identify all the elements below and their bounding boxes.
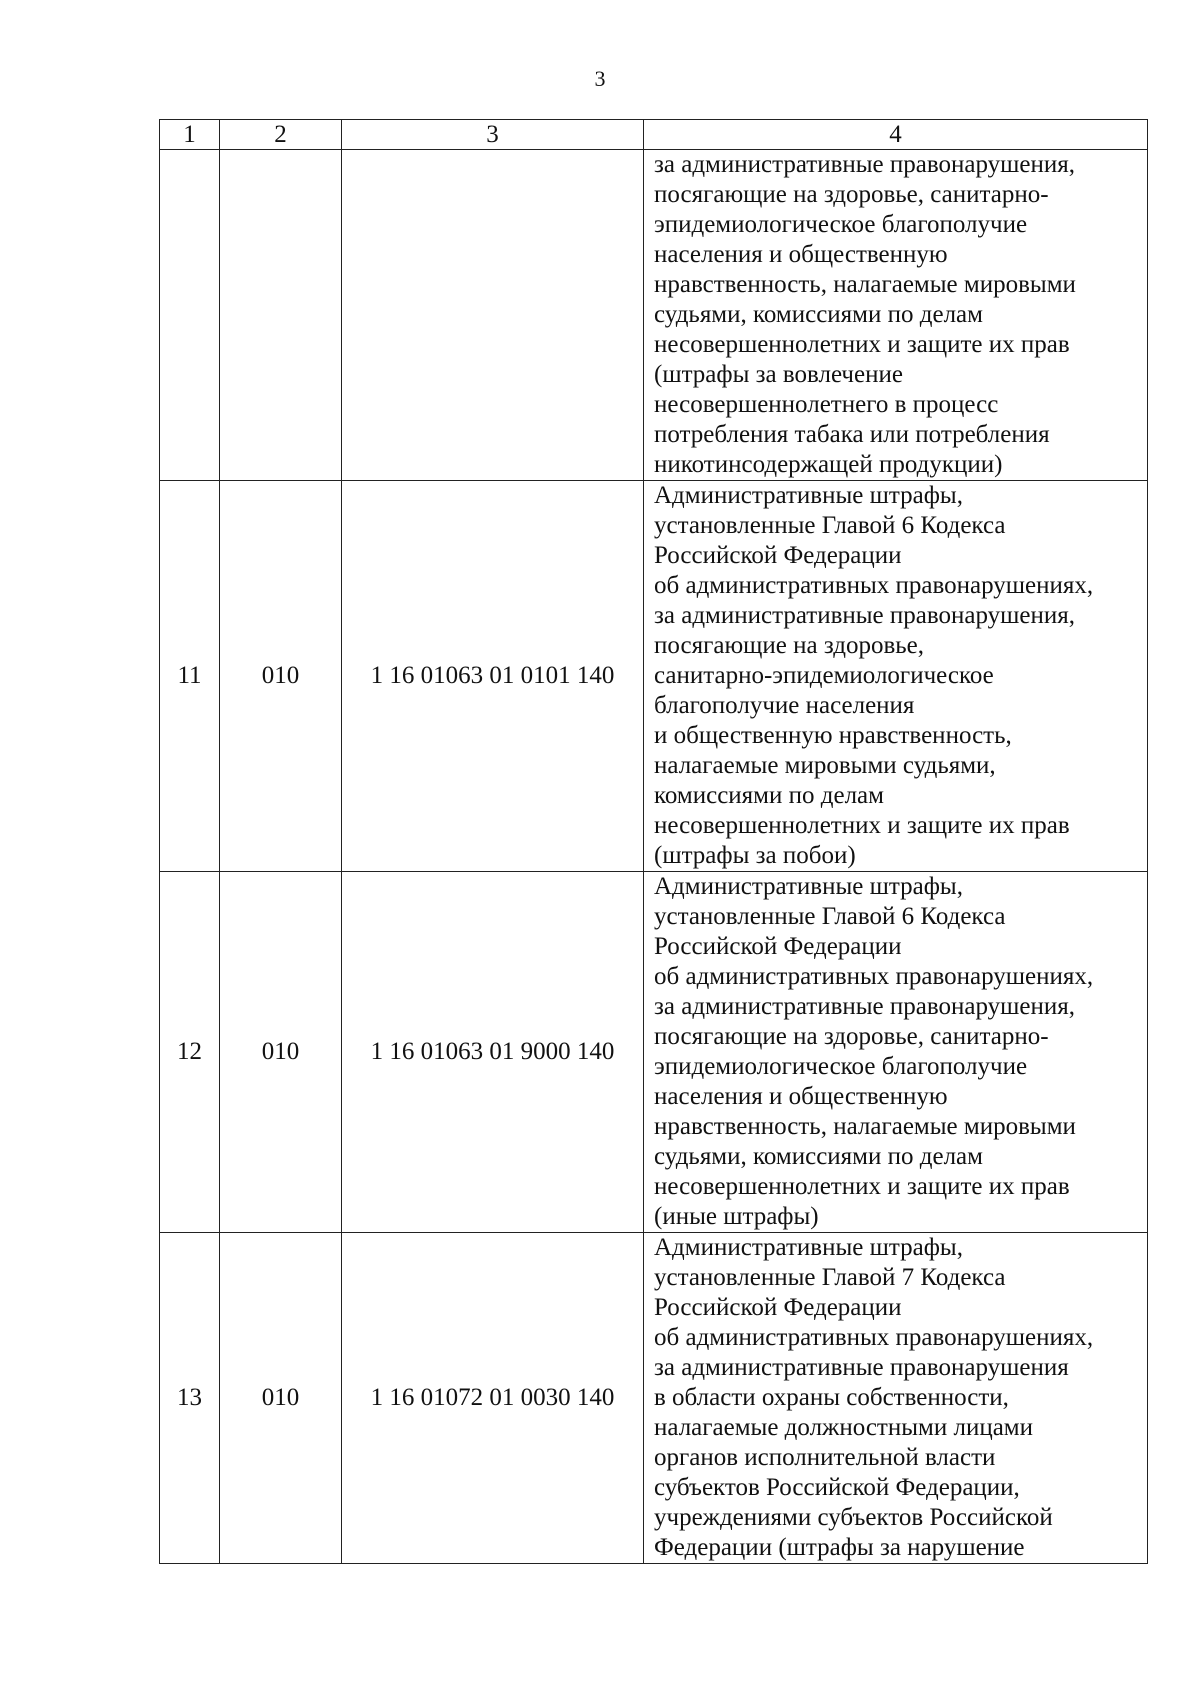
- description-line: налагаемые должностными лицами: [654, 1414, 1033, 1441]
- description-line: санитарно-эпидемиологическое: [654, 662, 994, 689]
- table-row: [160, 1233, 1148, 1564]
- table-header-row: [160, 120, 1148, 150]
- description-line: органов исполнительной власти: [654, 1444, 996, 1471]
- row-number: 12: [160, 872, 220, 1233]
- description-line: потребления табака или потребления: [654, 421, 1050, 448]
- description-line: (штрафы за побои): [654, 842, 856, 869]
- description-line: населения и общественную: [654, 1083, 948, 1110]
- page-number: 3: [594, 66, 606, 91]
- budget-classification-code: 1 16 01072 01 0030 140: [342, 1233, 644, 1564]
- table-row: [160, 872, 1148, 1233]
- description-line: эпидемиологическое благополучие: [654, 1053, 1028, 1080]
- description-line: за административные правонарушения: [654, 1354, 1069, 1381]
- description-line: за административные правонарушения,: [654, 151, 1076, 178]
- budget-codes-table: [159, 119, 1148, 1564]
- header-col-3: 3: [342, 120, 644, 150]
- description-line: комиссиями по делам: [654, 782, 884, 809]
- budget-classification-code: 1 16 01063 01 9000 140: [342, 872, 644, 1233]
- description-line: Российской Федерации: [654, 1294, 902, 1321]
- description-line: (штрафы за вовлечение: [654, 361, 903, 388]
- budget-classification-code: [342, 150, 644, 481]
- header-col-4: 4: [644, 120, 1148, 150]
- description-line: Российской Федерации: [654, 933, 902, 960]
- description-line: учреждениями субъектов Российской: [654, 1504, 1053, 1531]
- description-line: и общественную нравственность,: [654, 722, 1012, 749]
- budget-classification-code: 1 16 01063 01 0101 140: [342, 481, 644, 872]
- description-line: населения и общественную: [654, 241, 948, 268]
- description-line: Российской Федерации: [654, 542, 902, 569]
- admin-code: 010: [220, 481, 342, 872]
- admin-code: [220, 150, 342, 481]
- description-line: эпидемиологическое благополучие: [654, 211, 1028, 238]
- description-line: никотинсодержащей продукции): [654, 451, 1003, 478]
- table-row: [160, 150, 1148, 481]
- description-line: посягающие на здоровье,: [654, 632, 925, 659]
- row-number: [160, 150, 220, 481]
- description-line: несовершеннолетнего в процесс: [654, 391, 999, 418]
- description-line: об административных правонарушениях,: [654, 963, 1094, 990]
- description-line: посягающие на здоровье, санитарно-: [654, 181, 1049, 208]
- description-line: нравственность, налагаемые мировыми: [654, 1113, 1076, 1140]
- description-line: Административные штрафы,: [654, 1234, 963, 1261]
- income-description: [644, 481, 1148, 872]
- description-line: благополучие населения: [654, 692, 915, 719]
- admin-code: 010: [220, 872, 342, 1233]
- description-line: нравственность, налагаемые мировыми: [654, 271, 1076, 298]
- description-line: субъектов Российской Федерации,: [654, 1474, 1020, 1501]
- description-line: Административные штрафы,: [654, 482, 963, 509]
- income-description: [644, 150, 1148, 481]
- description-line: судьями, комиссиями по делам: [654, 301, 983, 328]
- description-line: об административных правонарушениях,: [654, 1324, 1094, 1351]
- description-line: несовершеннолетних и защите их прав: [654, 331, 1070, 358]
- description-line: об административных правонарушениях,: [654, 572, 1094, 599]
- description-line: посягающие на здоровье, санитарно-: [654, 1023, 1049, 1050]
- description-line: налагаемые мировыми судьями,: [654, 752, 996, 779]
- header-col-1: 1: [160, 120, 220, 150]
- description-line: Административные штрафы,: [654, 873, 963, 900]
- header-col-2: 2: [220, 120, 342, 150]
- description-line: установленные Главой 6 Кодекса: [654, 903, 1006, 930]
- description-line: Федерации (штрафы за нарушение: [654, 1534, 1025, 1561]
- description-line: несовершеннолетних и защите их прав: [654, 1173, 1070, 1200]
- description-line: (иные штрафы): [654, 1203, 819, 1230]
- description-line: несовершеннолетних и защите их прав: [654, 812, 1070, 839]
- description-line: в области охраны собственности,: [654, 1384, 1009, 1411]
- admin-code: 010: [220, 1233, 342, 1564]
- description-line: судьями, комиссиями по делам: [654, 1143, 983, 1170]
- table-row: [160, 481, 1148, 872]
- description-line: установленные Главой 6 Кодекса: [654, 512, 1006, 539]
- row-number: 11: [160, 481, 220, 872]
- description-line: установленные Главой 7 Кодекса: [654, 1264, 1006, 1291]
- income-description: [644, 1233, 1148, 1564]
- income-description: [644, 872, 1148, 1233]
- row-number: 13: [160, 1233, 220, 1564]
- description-line: за административные правонарушения,: [654, 993, 1076, 1020]
- description-line: за административные правонарушения,: [654, 602, 1076, 629]
